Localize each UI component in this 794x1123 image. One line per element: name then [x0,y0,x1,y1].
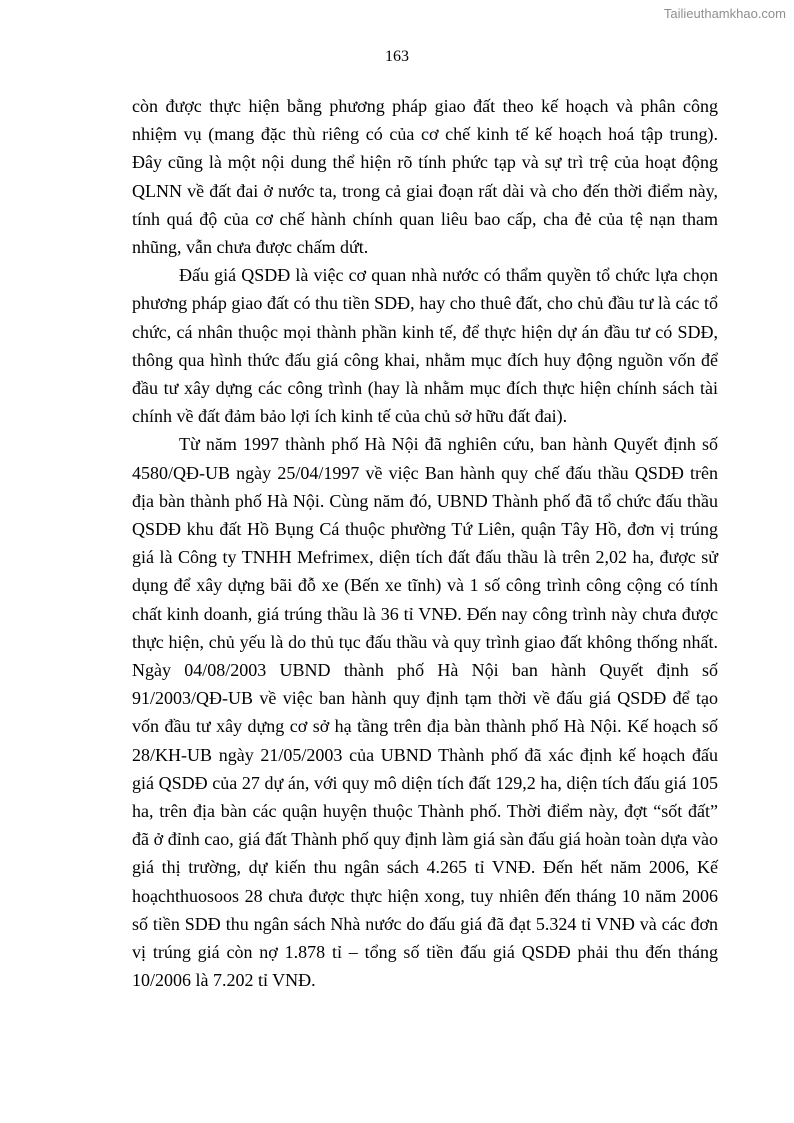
document-body [132,92,718,995]
paragraph-continuation: còn được thực hiện bằng phương pháp giao đất theo kế hoạch và phân công nhiệm vụ (mang đặc thù riêng có của cơ chế kinh tế kế hoạch hoá tập trung). Đây cũng là một nội dung thể hiện rõ tính phức tạp và sự trì trệ của hoạt động QLNN về đất đai ở nước ta, trong cả giai đoạn rất dài và cho đến thời điểm này, tính quá độ của cơ chế hành chính quan liêu bao cấp, cha đẻ của tệ nạn tham nhũng, vẫn chưa được chấm dứt. [132,96,718,258]
paragraph-hanoi-history: Từ năm 1997 thành phố Hà Nội đã nghiên cứu, ban hành Quyết định số 4580/QĐ-UB ngày 25/04/1997 về việc Ban hành quy chế đấu thầu QSDĐ trên địa bàn thành phố Hà Nội. Cùng năm đó, UBND Thành phố đã tổ chức đấu thầu QSDĐ khu đất Hồ Bụng Cá thuộc phường Tứ Liên, quận Tây Hồ, đơn vị trúng giá là Công ty TNHH Mefrimex, diện tích đất đấu thầu là trên 2,02 ha, được sử dụng để xây dựng bãi đỗ xe (Bến xe tĩnh) và 1 số công trình công cộng có tính chất kinh doanh, giá trúng thầu là 36 tỉ VNĐ. Đến nay công trình này chưa được thực hiện, chủ yếu là do thủ tục đấu thầu và quy trình giao đất không thống nhất. Ngày 04/08/2003 UBND thành phố Hà Nội ban hành Quyết định số 91/2003/QĐ-UB về việc ban hành quy định tạm thời về đấu giá QSDĐ để tạo vốn đầu tư xây dựng cơ sở hạ tầng trên địa bàn thành phố Hà Nội. Kế hoạch số 28/KH-UB ngày 21/05/2003 của UBND Thành phố đã xác định kế hoạch đấu giá QSDĐ của 27 dự án, với quy mô diện tích đất 129,2 ha, diện tích đấu giá 105 ha, trên địa bàn các quận huyện thuộc Thành phố. Thời điểm này, đợt “sốt đất” đã ở đỉnh cao, giá đất Thành phố quy định làm giá sàn đấu giá hoàn toàn dựa vào giá thị trường, dự kiến thu ngân sách 4.265 tỉ VNĐ. Đến hết năm 2006, Kế hoạchthuosoos 28 chưa được thực hiện xong, tuy nhiên đến tháng 10 năm 2006 số tiền SDĐ thu ngân sách Nhà nước do đấu giá đã đạt 5.324 tỉ VNĐ và các đơn vị trúng giá còn nợ 1.878 tỉ – tổng số tiền đấu giá QSDĐ phải thu đến tháng 10/2006 là 7.202 tỉ VNĐ. [132,434,718,991]
watermark-text: Tailieuthamkhao.com [663,6,786,21]
page-number: 163 [385,48,409,65]
paragraph-auction-definition: Đấu giá QSDĐ là việc cơ quan nhà nước có thẩm quyền tổ chức lựa chọn phương pháp giao đất có thu tiền SDĐ, hay cho thuê đất, cho chủ đầu tư là các tổ chức, cá nhân thuộc mọi thành phần kinh tế, để thực hiện dự án đầu tư có SDĐ, thông qua hình thức đấu giá công khai, nhằm mục đích huy động nguồn vốn để đầu tư xây dựng các công trình (hay là nhằm mục đích thực hiện chính sách tài chính về đất đảm bảo lợi ích kinh tế của chủ sở hữu đất đai). [132,265,718,427]
